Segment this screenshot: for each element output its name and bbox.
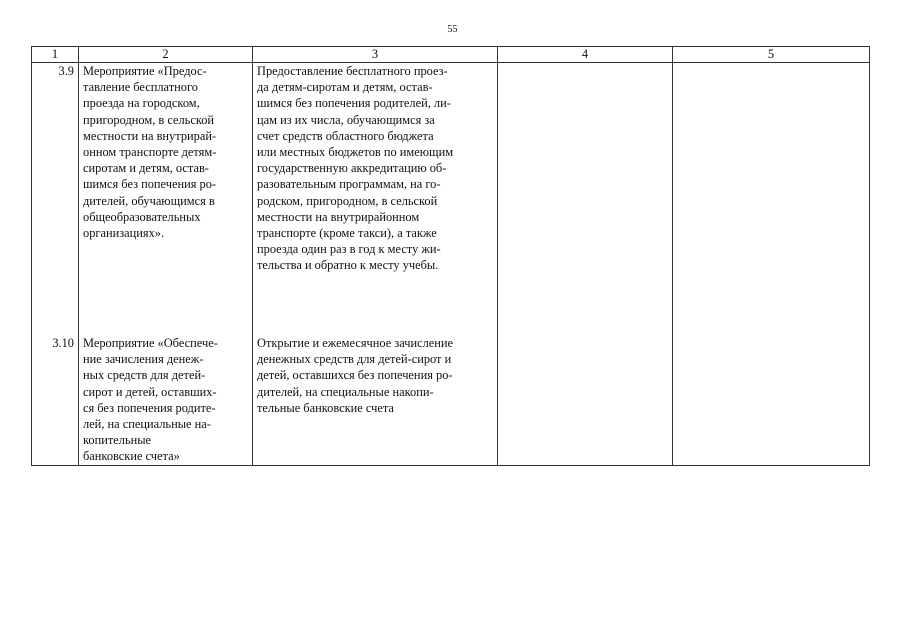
column-4-cell xyxy=(498,63,673,336)
table-header-row xyxy=(32,47,870,63)
column-5-cell xyxy=(673,335,870,465)
header-col-5: 5 xyxy=(673,47,870,63)
event-description-cell xyxy=(253,335,498,465)
event-description-text: Открытие и ежемесячное зачисление денежных средств для детей-сирот и детей, оставшихся без попечения ро- дителей, на специальные накопи- тельные банковские счета xyxy=(257,336,454,415)
row-number: 3.9 xyxy=(32,63,79,336)
row-number: 3.10 xyxy=(32,335,79,465)
event-description-cell xyxy=(253,63,498,336)
event-name-cell xyxy=(79,335,253,465)
column-5-cell xyxy=(673,63,870,336)
event-name-text: Мероприятие «Предос- тавление бесплатного проезда на городском, пригородном, в сельской местности на внутрирай- онном транспорте детям- сиротам и детям, остав- шимся без попечения ро- дителей, обучающимся в общеобразовательных организациях». xyxy=(83,64,217,241)
header-col-2: 2 xyxy=(79,47,253,63)
measures-table xyxy=(31,46,870,466)
event-name-cell xyxy=(79,63,253,336)
header-col-4: 4 xyxy=(498,47,673,63)
event-name-text: Мероприятие «Обеспече- ние зачисления денеж- ных средств для детей- сирот и детей, оставших- ся без попечения родите- лей, на специальные на- копительные банковские счета» xyxy=(83,336,218,464)
column-4-cell xyxy=(498,335,673,465)
header-col-1: 1 xyxy=(32,47,79,63)
table-row xyxy=(32,335,870,465)
page-number: 55 xyxy=(447,24,458,35)
event-description-text: Предоставление бесплатного проез- да детям-сиротам и детям, остав- шимся без попечения родителей, ли- цам из их числа, обучающимся за счет средств областного бюджета или местных бюджетов по имеющим государственную аккредитацию об- разовательным программам, на го- родском, пригородном, в сельской местности на внутрирайонном транспорте (кроме такси), а также проезда один раз в год к месту жи- тельства и обратно к месту учебы. xyxy=(257,64,454,273)
table-row xyxy=(32,63,870,336)
header-col-3: 3 xyxy=(253,47,498,63)
